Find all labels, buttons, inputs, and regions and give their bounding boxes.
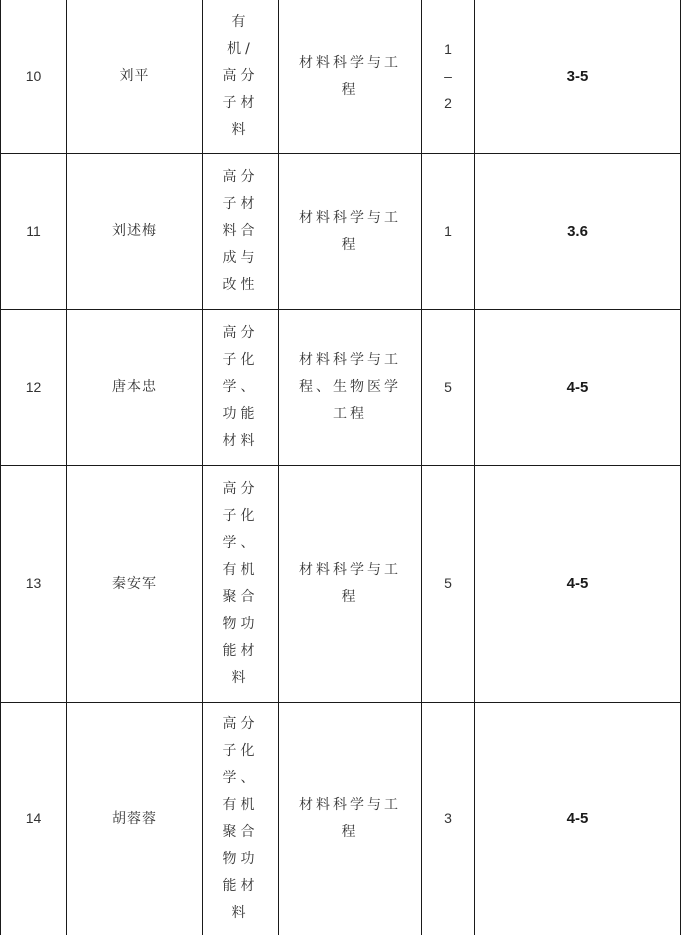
- salary-cell: [475, 154, 681, 310]
- years: 1–2: [444, 40, 452, 111]
- major-cell: [279, 154, 422, 310]
- years-cell: [422, 154, 475, 310]
- table-row: [1, 154, 681, 310]
- supervisor-name: 唐本忠: [112, 379, 157, 395]
- name-cell: [67, 310, 203, 466]
- table-row: [1, 703, 681, 935]
- supervisor-name: 胡蓉蓉: [112, 810, 157, 827]
- salary-cell: [475, 310, 681, 466]
- name-cell: [67, 154, 203, 310]
- row-index-cell: [1, 154, 67, 310]
- row-index-cell: [1, 310, 67, 466]
- name-cell: [67, 466, 203, 703]
- major: 材料科学与工程: [299, 54, 401, 98]
- field-cell: [203, 703, 279, 935]
- row-index-cell: [1, 703, 67, 935]
- years-cell: [422, 0, 475, 154]
- salary: 4-5: [566, 378, 589, 396]
- salary: 3.6: [567, 222, 588, 240]
- row-index: 11: [26, 222, 41, 239]
- table-row: [1, 466, 681, 703]
- years-cell: [422, 703, 475, 935]
- row-index: 12: [25, 378, 42, 395]
- salary: 4-5: [566, 810, 589, 827]
- research-field: 高分子化学、有机聚合物功能材料: [222, 481, 259, 686]
- major: 材料科学与工程: [299, 209, 401, 253]
- research-field: 高分子化学、有机聚合物功能材料: [222, 716, 259, 921]
- row-index-cell: [1, 466, 67, 703]
- field-cell: [203, 0, 279, 154]
- supervisor-name: 刘平: [119, 68, 150, 84]
- field-cell: [203, 310, 279, 466]
- table-row: [1, 0, 681, 154]
- research-field: 高分子化学、功能材料: [222, 325, 259, 449]
- salary: 4-5: [566, 575, 589, 592]
- research-field: 有机/高分子材料: [222, 14, 259, 138]
- row-index-cell: [1, 0, 67, 154]
- row-index: 13: [25, 575, 42, 591]
- field-cell: [203, 154, 279, 310]
- row-index: 10: [25, 67, 42, 84]
- name-cell: [67, 703, 203, 935]
- major-cell: [279, 0, 422, 154]
- major: 材料科学与工程、生物医学工程: [299, 352, 401, 422]
- years: 3: [444, 810, 452, 826]
- years: 5: [444, 378, 452, 395]
- major: 材料科学与工程: [299, 797, 401, 840]
- major-cell: [279, 703, 422, 935]
- years: 1: [444, 222, 452, 239]
- major: 材料科学与工程: [299, 562, 401, 605]
- salary: 3-5: [566, 67, 589, 85]
- row-index: 14: [25, 810, 42, 826]
- name-cell: [67, 0, 203, 154]
- table-row: [1, 310, 681, 466]
- field-cell: [203, 466, 279, 703]
- supervisor-name: 刘述梅: [112, 223, 157, 239]
- salary-cell: [475, 0, 681, 154]
- years-cell: [422, 310, 475, 466]
- salary-cell: [475, 466, 681, 703]
- major-cell: [279, 466, 422, 703]
- years-cell: [422, 466, 475, 703]
- major-cell: [279, 310, 422, 466]
- supervisor-name: 秦安军: [112, 575, 157, 592]
- years: 5: [444, 575, 452, 591]
- salary-cell: [475, 703, 681, 935]
- research-field: 高分子材料合成与改性: [222, 169, 259, 293]
